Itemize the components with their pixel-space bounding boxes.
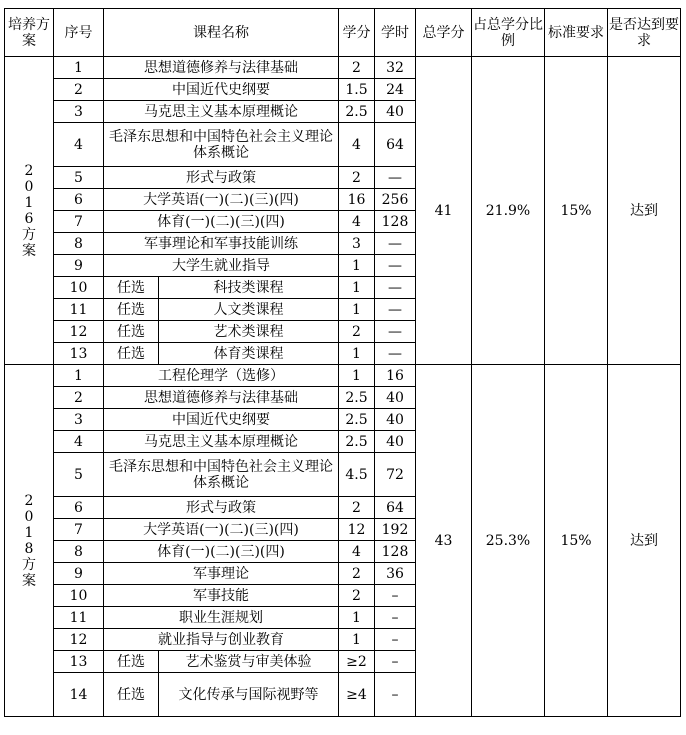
hours-cell: — — [375, 233, 416, 255]
course-name-cell: 大学英语(一)(二)(三)(四) — [104, 189, 339, 211]
elective-cell: 任选 — [104, 321, 159, 343]
seq-cell: 1 — [54, 57, 104, 79]
credit-cell: 1 — [339, 277, 375, 299]
hours-cell: – — [375, 607, 416, 629]
credit-cell: 4 — [339, 541, 375, 563]
seq-cell: 9 — [54, 563, 104, 585]
seq-cell: 11 — [54, 607, 104, 629]
hours-cell: 40 — [375, 101, 416, 123]
header-total: 总学分 — [416, 9, 472, 57]
hours-cell: 16 — [375, 365, 416, 387]
header-ratio: 占总学分比例 — [472, 9, 545, 57]
course-name-cell: 形式与政策 — [104, 167, 339, 189]
header-std: 标准要求 — [545, 9, 608, 57]
seq-cell: 6 — [54, 189, 104, 211]
hours-cell: – — [375, 585, 416, 607]
credit-cell: 2 — [339, 57, 375, 79]
course-name-cell: 工程伦理学（选修） — [104, 365, 339, 387]
hours-cell: 40 — [375, 409, 416, 431]
course-name-cell: 马克思主义基本原理概论 — [104, 431, 339, 453]
credit-cell: 2.5 — [339, 431, 375, 453]
hours-cell: — — [375, 255, 416, 277]
seq-cell: 8 — [54, 233, 104, 255]
seq-cell: 6 — [54, 497, 104, 519]
credit-cell: 2 — [339, 585, 375, 607]
ratio-cell: 25.3% — [472, 365, 545, 717]
credit-cell: 2 — [339, 167, 375, 189]
credit-cell: 2 — [339, 497, 375, 519]
plan-name: 2018方案 — [22, 492, 36, 589]
plan-name: 2016方案 — [22, 162, 36, 259]
credit-cell: 1 — [339, 343, 375, 365]
credit-cell: 12 — [339, 519, 375, 541]
hours-cell: – — [375, 651, 416, 673]
hours-cell: 72 — [375, 453, 416, 497]
standard-cell: 15% — [545, 57, 608, 365]
table-row — [5, 365, 681, 387]
credit-cell: 2.5 — [339, 409, 375, 431]
seq-cell: 11 — [54, 299, 104, 321]
hours-cell: 32 — [375, 57, 416, 79]
hours-cell: — — [375, 167, 416, 189]
course-name-cell: 艺术类课程 — [159, 321, 339, 343]
elective-cell: 任选 — [104, 673, 159, 717]
header-course: 课程名称 — [104, 9, 339, 57]
hours-cell: 64 — [375, 497, 416, 519]
plan-name-cell — [5, 57, 54, 365]
plan-name-cell — [5, 365, 54, 717]
seq-cell: 12 — [54, 629, 104, 651]
course-name-cell: 职业生涯规划 — [104, 607, 339, 629]
seq-cell: 2 — [54, 387, 104, 409]
credit-cell: 2.5 — [339, 101, 375, 123]
hours-cell: – — [375, 673, 416, 717]
hours-cell: 128 — [375, 541, 416, 563]
credit-cell: 3 — [339, 233, 375, 255]
met-cell: 达到 — [608, 365, 681, 717]
course-name-cell: 军事理论 — [104, 563, 339, 585]
table-row — [5, 57, 681, 79]
hours-cell: 24 — [375, 79, 416, 101]
course-name-cell: 军事理论和军事技能训练 — [104, 233, 339, 255]
seq-cell: 10 — [54, 277, 104, 299]
credit-cell: 4.5 — [339, 453, 375, 497]
credit-cell: 1 — [339, 629, 375, 651]
seq-cell: 4 — [54, 431, 104, 453]
course-name-cell: 体育(一)(二)(三)(四) — [104, 541, 339, 563]
credit-cell: 2.5 — [339, 387, 375, 409]
course-name-cell: 军事技能 — [104, 585, 339, 607]
course-name-cell: 人文类课程 — [159, 299, 339, 321]
seq-cell: 4 — [54, 123, 104, 167]
seq-cell: 9 — [54, 255, 104, 277]
hours-cell: 40 — [375, 431, 416, 453]
hours-cell: — — [375, 321, 416, 343]
total-credit-cell: 43 — [416, 365, 472, 717]
elective-cell: 任选 — [104, 299, 159, 321]
seq-cell: 2 — [54, 79, 104, 101]
seq-cell: 7 — [54, 519, 104, 541]
header-met: 是否达到要求 — [608, 9, 681, 57]
hours-cell: — — [375, 299, 416, 321]
hours-cell: – — [375, 629, 416, 651]
hours-cell: — — [375, 277, 416, 299]
total-credit-cell: 41 — [416, 57, 472, 365]
met-cell: 达到 — [608, 57, 681, 365]
hours-cell: 128 — [375, 211, 416, 233]
header-credit: 学分 — [339, 9, 375, 57]
credit-cell: ≥4 — [339, 673, 375, 717]
seq-cell: 12 — [54, 321, 104, 343]
course-name-cell: 就业指导与创业教育 — [104, 629, 339, 651]
elective-cell: 任选 — [104, 651, 159, 673]
course-name-cell: 马克思主义基本原理概论 — [104, 101, 339, 123]
seq-cell: 3 — [54, 101, 104, 123]
seq-cell: 8 — [54, 541, 104, 563]
credit-cell: 1 — [339, 607, 375, 629]
ratio-cell: 21.9% — [472, 57, 545, 365]
course-name-cell: 大学英语(一)(二)(三)(四) — [104, 519, 339, 541]
course-name-cell: 中国近代史纲要 — [104, 409, 339, 431]
elective-cell: 任选 — [104, 277, 159, 299]
hours-cell: 64 — [375, 123, 416, 167]
credit-cell: 1.5 — [339, 79, 375, 101]
seq-cell: 3 — [54, 409, 104, 431]
course-name-cell: 体育类课程 — [159, 343, 339, 365]
seq-cell: 5 — [54, 453, 104, 497]
credit-cell: 1 — [339, 255, 375, 277]
course-credit-table — [4, 8, 681, 717]
standard-cell: 15% — [545, 365, 608, 717]
course-name-cell: 文化传承与国际视野等 — [159, 673, 339, 717]
course-name-cell: 形式与政策 — [104, 497, 339, 519]
hours-cell: 256 — [375, 189, 416, 211]
credit-cell: 16 — [339, 189, 375, 211]
hours-cell: 36 — [375, 563, 416, 585]
credit-cell: 4 — [339, 211, 375, 233]
credit-cell: 2 — [339, 563, 375, 585]
hours-cell: 192 — [375, 519, 416, 541]
header-row — [5, 9, 681, 57]
hours-cell: 40 — [375, 387, 416, 409]
credit-cell: ≥2 — [339, 651, 375, 673]
course-name-cell: 科技类课程 — [159, 277, 339, 299]
seq-cell: 13 — [54, 343, 104, 365]
course-name-cell: 思想道德修养与法律基础 — [104, 57, 339, 79]
course-table-container — [4, 8, 681, 717]
header-plan: 培养方案 — [5, 9, 54, 57]
course-name-cell: 大学生就业指导 — [104, 255, 339, 277]
course-name-cell: 毛泽东思想和中国特色社会主义理论体系概论 — [104, 123, 339, 167]
header-seq: 序号 — [54, 9, 104, 57]
credit-cell: 4 — [339, 123, 375, 167]
header-hours: 学时 — [375, 9, 416, 57]
seq-cell: 14 — [54, 673, 104, 717]
credit-cell: 2 — [339, 321, 375, 343]
credit-cell: 1 — [339, 299, 375, 321]
course-name-cell: 艺术鉴赏与审美体验 — [159, 651, 339, 673]
course-name-cell: 体育(一)(二)(三)(四) — [104, 211, 339, 233]
hours-cell: — — [375, 343, 416, 365]
seq-cell: 13 — [54, 651, 104, 673]
course-name-cell: 思想道德修养与法律基础 — [104, 387, 339, 409]
seq-cell: 5 — [54, 167, 104, 189]
course-name-cell: 毛泽东思想和中国特色社会主义理论体系概论 — [104, 453, 339, 497]
course-name-cell: 中国近代史纲要 — [104, 79, 339, 101]
seq-cell: 7 — [54, 211, 104, 233]
credit-cell: 1 — [339, 365, 375, 387]
seq-cell: 10 — [54, 585, 104, 607]
seq-cell: 1 — [54, 365, 104, 387]
elective-cell: 任选 — [104, 343, 159, 365]
